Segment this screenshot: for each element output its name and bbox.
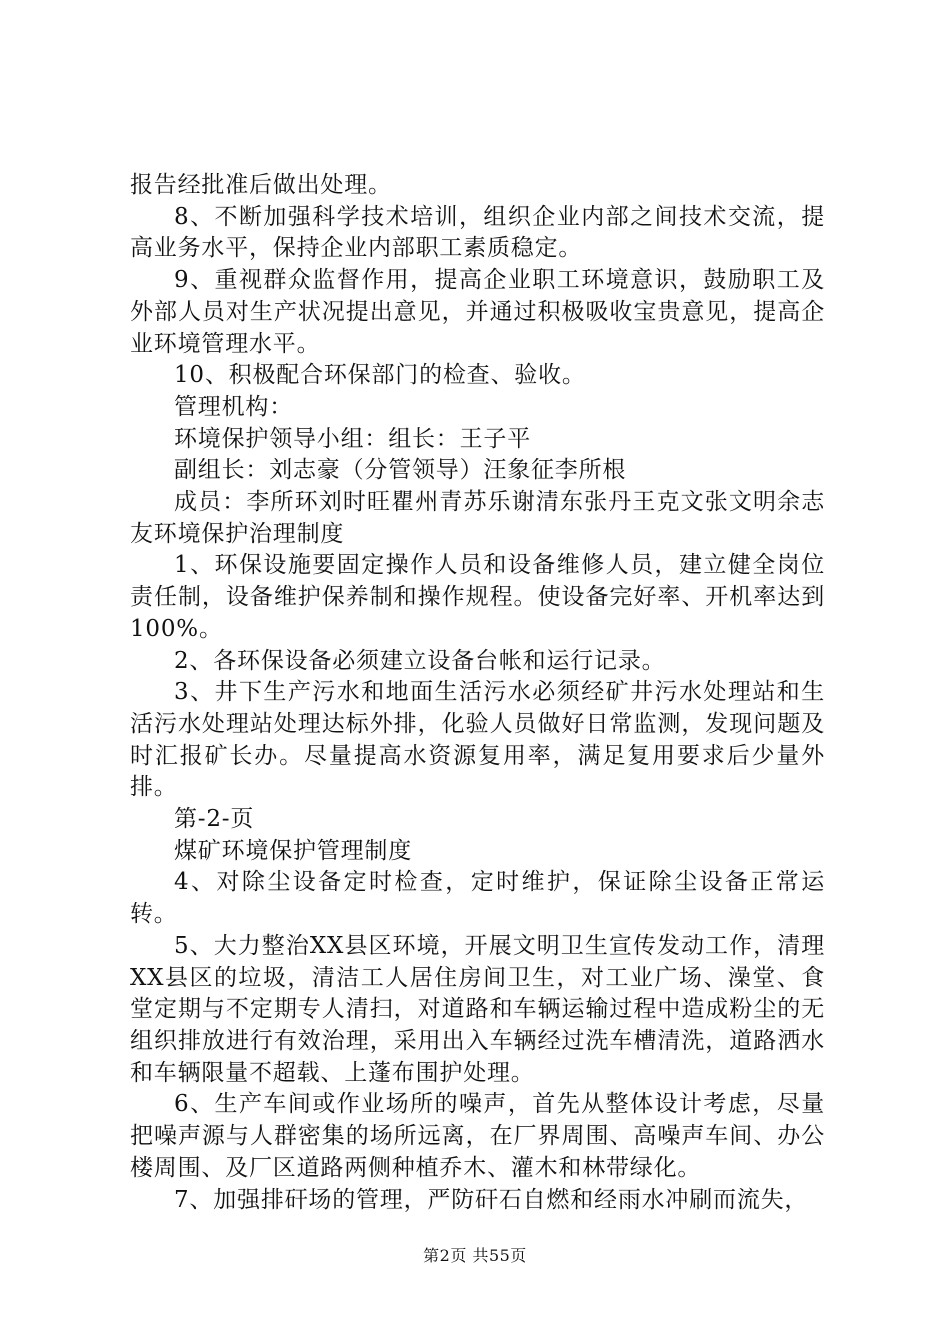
paragraph-1: 报告经批准后做出处理。 <box>130 172 392 198</box>
leader-line: 环境保护领导小组：组长：王子平 <box>174 425 531 452</box>
paragraph-item-9: 9、重视群众监督作用，提高企业职工环境意识，鼓励职工及外部人员对生产状况提出意见，并通过积极吸收宝贵意见，提高企业环境管理水平。 <box>130 267 825 357</box>
page-footer: 第2页 共55页 <box>423 1246 527 1265</box>
inline-page-marker: 第-2-页 <box>174 806 255 833</box>
section-title: 煤矿环境保护管理制度 <box>174 837 412 864</box>
rule-item-3: 3、井下生产污水和地面生活污水必须经矿井污水处理站和生活污水处理站处理达标外排，化验人员做好日常监测，发现问题及时汇报矿长办。尽量提高水资源复用率，满足复用要求后少量外排。 <box>130 679 825 801</box>
rule-item-4: 4、对除尘设备定时检查，定时维护，保证除尘设备正常运转。 <box>130 869 825 928</box>
paragraph-item-8: 8、不断加强科学技术培训，组织企业内部之间技术交流，提高业务水平，保持企业内部职工素质稳定。 <box>130 203 825 262</box>
rule-item-5: 5、大力整治XX县区环境，开展文明卫生宣传发动工作，清理XX县区的垃圾，清洁工人居住房间卫生，对工业广场、澡堂、食堂定期与不定期专人清扫，对道路和车辆运输过程中造成粉尘的无组织排放进行有效治理，采用出入车辆经过洗车槽清洗，道路洒水和车辆限量不超载、上蓬布围护处理。 <box>130 932 825 1086</box>
members-line: 成员：李所环刘时旺瞿州青苏乐谢清东张丹王克文张文明余志友环境保护治理制度 <box>130 489 825 547</box>
rule-item-2: 2、各环保设备必须建立设备台帐和运行记录。 <box>174 647 666 674</box>
deputy-leader-line: 副组长：刘志豪（分管领导）汪象征李所根 <box>174 457 627 484</box>
rule-item-1: 1、环保设施要固定操作人员和设备维修人员，建立健全岗位责任制，设备维护保养制和操作规程。使设备完好率、开机率达到100%。 <box>130 552 825 642</box>
rule-item-7: 7、加强排矸场的管理，严防矸石自燃和经雨水冲刷而流失， <box>174 1186 809 1213</box>
rule-item-6: 6、生产车间或作业场所的噪声，首先从整体设计考虑，尽量把噪声源与人群密集的场所远离，在厂界周围、高噪声车间、办公楼周围、及厂区道路两侧种植乔木、灌木和林带绿化。 <box>130 1091 825 1181</box>
paragraph-item-10: 10、积极配合环保部门的检查、验收。 <box>174 362 586 389</box>
document-body <box>130 170 825 1216</box>
management-heading: 管理机构： <box>174 393 293 420</box>
